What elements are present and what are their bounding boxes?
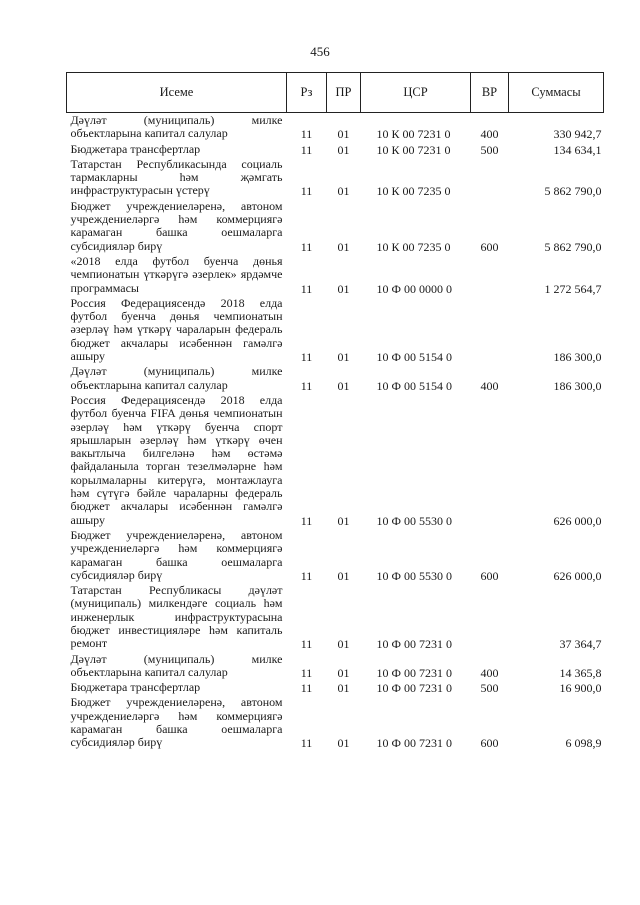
cell-vr: 500: [480, 681, 499, 696]
cell-vr: 400: [480, 378, 499, 393]
table-row: [67, 296, 604, 364]
cell-sum: 37 364,7: [559, 637, 602, 652]
cell-csr: 10 Ф 00 5154 0: [376, 378, 452, 393]
cell-pr: 01: [337, 184, 350, 199]
table-row: [67, 680, 604, 695]
cell-csr: 10 Ф 00 5154 0: [376, 350, 452, 365]
cell-rz: 11: [300, 681, 313, 696]
cell-sum: 134 634,1: [553, 142, 602, 157]
cell-pr: 01: [337, 568, 350, 583]
cell-csr: 10 Ф 00 7231 0: [376, 665, 452, 680]
cell-name: Бюджет учреждениеләренә, автоном учреждениеләргә һәм коммерциягә карамаган башка оешмаларга субсидияләр бирү: [70, 695, 283, 750]
cell-sum: 5 862 790,0: [544, 239, 602, 254]
header-csr: ЦСР: [361, 73, 471, 113]
cell-sum: 186 300,0: [553, 378, 602, 393]
cell-rz: 11: [300, 378, 313, 393]
cell-name: Дәүләт (муниципаль) милке объектларына капитал салулар: [70, 364, 283, 392]
cell-rz: 11: [300, 665, 313, 680]
cell-vr: [471, 296, 509, 364]
cell-name: Бюджет учреждениеләренә, автоном учреждениеләргә һәм коммерциягә карамаган башка оешмаларга субсидияләр бирү: [70, 198, 283, 253]
cell-csr: 10 Ф 00 7231 0: [376, 681, 452, 696]
cell-rz: 11: [300, 637, 313, 652]
cell-rz: 11: [300, 184, 313, 199]
cell-pr: 01: [337, 127, 350, 142]
cell-rz: 11: [300, 568, 313, 583]
cell-name: Бюджет учреждениеләренә, автоном учреждениеләргә һәм коммерциягә карамаган башка оешмаларга субсидияләр бирү: [70, 527, 283, 582]
cell-csr: 10 К 00 7231 0: [376, 127, 451, 142]
cell-vr: 600: [480, 239, 499, 254]
cell-vr: 400: [480, 127, 499, 142]
cell-csr: 10 Ф 00 7231 0: [376, 736, 452, 751]
table-row: [67, 583, 604, 651]
cell-csr: 10 Ф 00 5530 0: [376, 568, 452, 583]
header-vr: ВР: [471, 73, 509, 113]
cell-name: «2018 елда футбол буенча дөнья чемпионатын үткәрүгә әзерлек» ярдәмче программасы: [70, 253, 283, 295]
cell-vr: [471, 393, 509, 528]
header-sum: Суммасы: [509, 73, 604, 113]
cell-pr: 01: [337, 378, 350, 393]
budget-table: [66, 72, 604, 751]
cell-vr: [471, 583, 509, 651]
cell-pr: 01: [337, 350, 350, 365]
cell-sum: 626 000,0: [553, 513, 602, 528]
cell-name: Россия Федерациясендә 2018 елда футбол буенча FIFA дөнья чемпионатын әзерләү һәм үткәрү буенча спорт ярышларын әзерләү һәм үткәрү өчен вакытлыча билгеләнә һәм өстәмә файдаланыла торган тезелмәләрне һәм корылмаларны китерүгә, монтажлауга һәм сүтүгә бәйле чараларны федераль бюджет акчалары исәбеннән гамәлгә ашыру: [70, 392, 283, 527]
cell-rz: 11: [300, 127, 313, 142]
cell-rz: 11: [300, 513, 313, 528]
header-rz: Рз: [287, 73, 327, 113]
table-row: [67, 528, 604, 583]
cell-name: Бюджетара трансфертлар: [70, 680, 201, 695]
cell-name: Россия Федерациясендә 2018 елда футбол буенча дөнья чемпионатын әзерләү һәм үткәрү чараларын федераль бюджет акчалары исәбеннән гамәлгә ашыру: [70, 295, 283, 364]
cell-rz: 11: [300, 350, 313, 365]
cell-vr: [471, 254, 509, 296]
table-header-row: [67, 73, 604, 113]
cell-name: Бюджетара трансфертлар: [70, 141, 201, 156]
cell-name: Татарстан Республикасы дәүләт (муниципаль) милкендәге социаль һәм инженерлык инфраструктурасына бюджет инвестицияләре һәм капиталь ремонт: [70, 583, 283, 651]
cell-name: Татарстан Республикасында социаль тармакларны һәм җәмгать инфраструктурасын үстерү: [70, 156, 283, 198]
cell-vr: [471, 157, 509, 199]
table-row: [67, 393, 604, 528]
cell-csr: 10 Ф 00 5530 0: [376, 513, 452, 528]
cell-vr: 600: [480, 736, 499, 751]
cell-name: Дәүләт (муниципаль) милке объектларына капитал салулар: [70, 651, 283, 679]
cell-csr: 10 Ф 00 7231 0: [376, 637, 452, 652]
cell-rz: 11: [300, 142, 313, 157]
table-row: [67, 157, 604, 199]
cell-pr: 01: [337, 239, 350, 254]
cell-pr: 01: [337, 665, 350, 680]
cell-vr: 400: [480, 665, 499, 680]
header-name: Исеме: [67, 73, 287, 113]
cell-name: Дәүләт (муниципаль) милке объектларына капитал салулар: [70, 113, 283, 141]
cell-vr: 600: [480, 568, 499, 583]
cell-pr: 01: [337, 142, 350, 157]
cell-sum: 5 862 790,0: [544, 184, 602, 199]
cell-sum: 16 900,0: [559, 681, 602, 696]
cell-csr: 10 К 00 7235 0: [376, 239, 451, 254]
header-pr: ПР: [327, 73, 361, 113]
cell-pr: 01: [337, 513, 350, 528]
cell-csr: 10 К 00 7235 0: [376, 184, 451, 199]
cell-sum: 186 300,0: [553, 350, 602, 365]
table-row: [67, 695, 604, 750]
cell-sum: 1 272 564,7: [544, 281, 602, 296]
cell-sum: 626 000,0: [553, 568, 602, 583]
cell-csr: 10 К 00 7231 0: [376, 142, 451, 157]
cell-sum: 330 942,7: [553, 127, 602, 142]
table-row: [67, 364, 604, 393]
cell-sum: 14 365,8: [559, 665, 602, 680]
cell-vr: 500: [480, 142, 499, 157]
table-row: [67, 113, 604, 142]
cell-rz: 11: [300, 736, 313, 751]
cell-pr: 01: [337, 637, 350, 652]
cell-rz: 11: [300, 239, 313, 254]
cell-csr: 10 Ф 00 0000 0: [376, 281, 452, 296]
cell-pr: 01: [337, 681, 350, 696]
table-row: [67, 254, 604, 296]
page-number: 456: [310, 44, 330, 59]
cell-pr: 01: [337, 736, 350, 751]
table-row: [67, 199, 604, 254]
cell-sum: 6 098,9: [565, 736, 602, 751]
table-row: [67, 652, 604, 681]
cell-rz: 11: [300, 281, 313, 296]
table-row: [67, 142, 604, 157]
cell-pr: 01: [337, 281, 350, 296]
